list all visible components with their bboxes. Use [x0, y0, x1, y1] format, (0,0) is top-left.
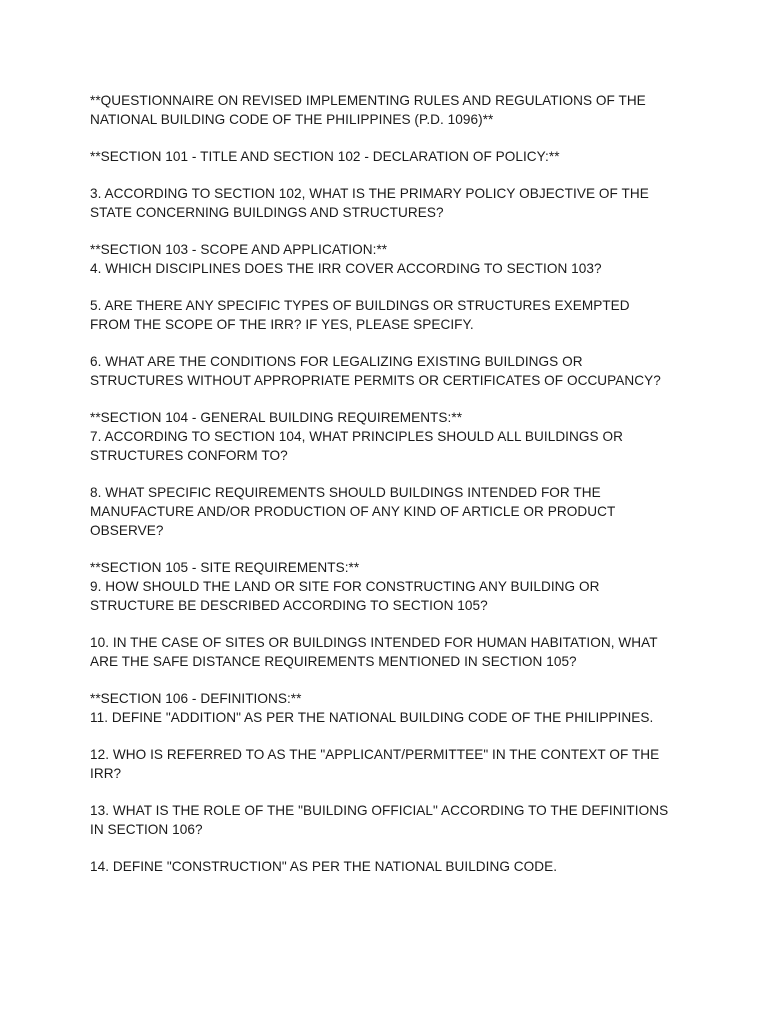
- question-line: 8. WHAT SPECIFIC REQUIREMENTS SHOULD BUILDINGS INTENDED FOR THE: [90, 485, 601, 500]
- question-line: IRR?: [90, 766, 122, 781]
- question-line: 13. WHAT IS THE ROLE OF THE "BUILDING OFFICIAL" ACCORDING TO THE DEFINITIONS: [90, 803, 669, 818]
- question-line: MANUFACTURE AND/OR PRODUCTION OF ANY KIND OF ARTICLE OR PRODUCT: [90, 504, 616, 519]
- title-line: NATIONAL BUILDING CODE OF THE PHILIPPINES (P.D. 1096)**: [90, 112, 494, 127]
- question-line: 10. IN THE CASE OF SITES OR BUILDINGS INTENDED FOR HUMAN HABITATION, WHAT: [90, 635, 658, 650]
- question-7-line: STRUCTURES CONFORM TO?: [90, 448, 288, 463]
- question-line: 5. ARE THERE ANY SPECIFIC TYPES OF BUILDINGS OR STRUCTURES EXEMPTED: [90, 298, 630, 313]
- document-title: [90, 91, 690, 129]
- question-line: 14. DEFINE "CONSTRUCTION" AS PER THE NATIONAL BUILDING CODE.: [90, 859, 558, 874]
- question-line: 12. WHO IS REFERRED TO AS THE "APPLICANT/PERMITTEE" IN THE CONTEXT OF THE: [90, 747, 660, 762]
- question-line: 6. WHAT ARE THE CONDITIONS FOR LEGALIZING EXISTING BUILDINGS OR: [90, 354, 583, 369]
- question-9-line: STRUCTURE BE DESCRIBED ACCORDING TO SECTION 105?: [90, 598, 488, 613]
- question-line: STRUCTURES WITHOUT APPROPRIATE PERMITS OR CERTIFICATES OF OCCUPANCY?: [90, 373, 661, 388]
- question-line: FROM THE SCOPE OF THE IRR? IF YES, PLEASE SPECIFY.: [90, 317, 474, 332]
- question-3: [90, 184, 690, 222]
- section-heading: **SECTION 104 - GENERAL BUILDING REQUIREMENTS:**: [90, 410, 463, 425]
- question-13: [90, 801, 690, 839]
- section-heading: **SECTION 105 - SITE REQUIREMENTS:**: [90, 560, 360, 575]
- question-8: [90, 483, 690, 540]
- section-103-group: [90, 240, 690, 278]
- section-104-group: [90, 408, 690, 465]
- section-101-102-heading: [90, 147, 690, 166]
- question-line: 3. ACCORDING TO SECTION 102, WHAT IS THE PRIMARY POLICY OBJECTIVE OF THE: [90, 186, 649, 201]
- question-14: [90, 857, 690, 876]
- question-line: ARE THE SAFE DISTANCE REQUIREMENTS MENTIONED IN SECTION 105?: [90, 654, 577, 669]
- section-heading: **SECTION 101 - TITLE AND SECTION 102 - DECLARATION OF POLICY:**: [90, 149, 560, 164]
- section-105-group: [90, 558, 690, 615]
- question-9-line: 9. HOW SHOULD THE LAND OR SITE FOR CONSTRUCTING ANY BUILDING OR: [90, 579, 600, 594]
- question-line: OBSERVE?: [90, 523, 164, 538]
- question-5: [90, 296, 690, 334]
- question-10: [90, 633, 690, 671]
- question-7-line: 7. ACCORDING TO SECTION 104, WHAT PRINCIPLES SHOULD ALL BUILDINGS OR: [90, 429, 623, 444]
- question-11: 11. DEFINE "ADDITION" AS PER THE NATIONAL BUILDING CODE OF THE PHILIPPINES.: [90, 710, 654, 725]
- question-line: STATE CONCERNING BUILDINGS AND STRUCTURES?: [90, 205, 444, 220]
- section-106-group: [90, 689, 690, 727]
- title-line: **QUESTIONNAIRE ON REVISED IMPLEMENTING RULES AND REGULATIONS OF THE: [90, 93, 646, 108]
- question-4: 4. WHICH DISCIPLINES DOES THE IRR COVER ACCORDING TO SECTION 103?: [90, 261, 602, 276]
- question-line: IN SECTION 106?: [90, 822, 203, 837]
- question-6: [90, 352, 690, 390]
- section-heading: **SECTION 103 - SCOPE AND APPLICATION:**: [90, 242, 388, 257]
- question-12: [90, 745, 690, 783]
- section-heading: **SECTION 106 - DEFINITIONS:**: [90, 691, 302, 706]
- document-page: [90, 91, 690, 894]
